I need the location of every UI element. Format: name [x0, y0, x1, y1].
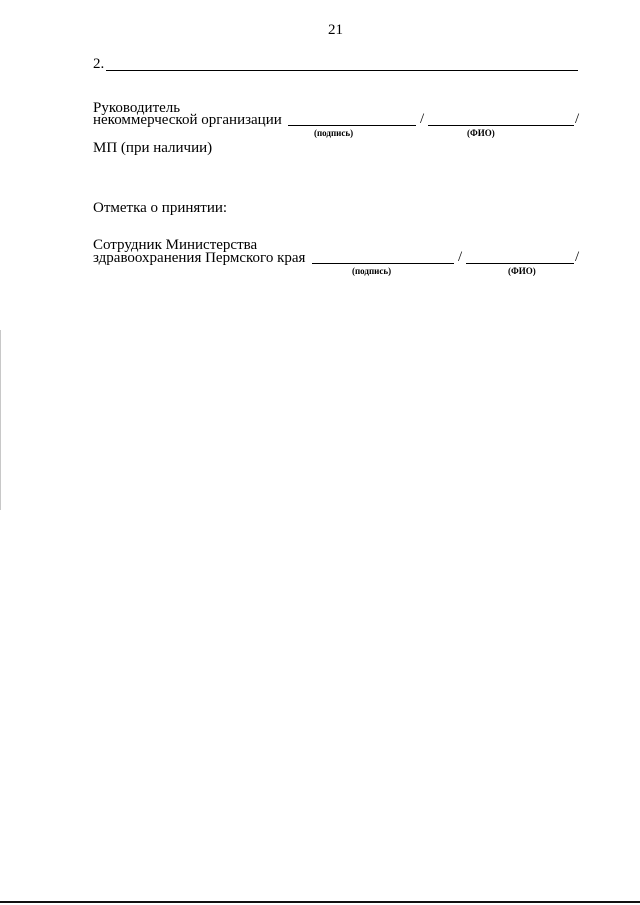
head-title-line1: Руководитель: [93, 100, 181, 116]
ministry-caption-signature: (подпись): [352, 266, 392, 276]
head-caption-name: (ФИО): [467, 128, 495, 138]
page-number: 21: [328, 22, 343, 38]
ministry-slash-left: /: [458, 249, 463, 265]
head-name-line: [428, 125, 574, 126]
head-slash-right: /: [575, 111, 580, 127]
item-fill-line: [106, 70, 578, 71]
head-signature-line: [288, 125, 416, 126]
head-slash-left: /: [420, 111, 425, 127]
scan-edge-bottom: [0, 901, 640, 903]
ministry-title-line2: здравоохранения Пермского края: [93, 250, 306, 266]
acceptance-mark: Отметка о принятии:: [93, 200, 228, 216]
ministry-name-line: [466, 263, 574, 264]
scan-edge-left: [0, 330, 1, 510]
ministry-caption-name: (ФИО): [508, 266, 536, 276]
ministry-signature-line: [312, 263, 454, 264]
item-number: 2.: [93, 56, 105, 72]
ministry-slash-right: /: [575, 249, 580, 265]
seal-note: МП (при наличии): [93, 140, 213, 156]
head-caption-signature: (подпись): [314, 128, 354, 138]
ministry-title-line1: Сотрудник Министерства: [93, 237, 258, 253]
head-title-line2: некоммерческой организации: [93, 112, 282, 128]
